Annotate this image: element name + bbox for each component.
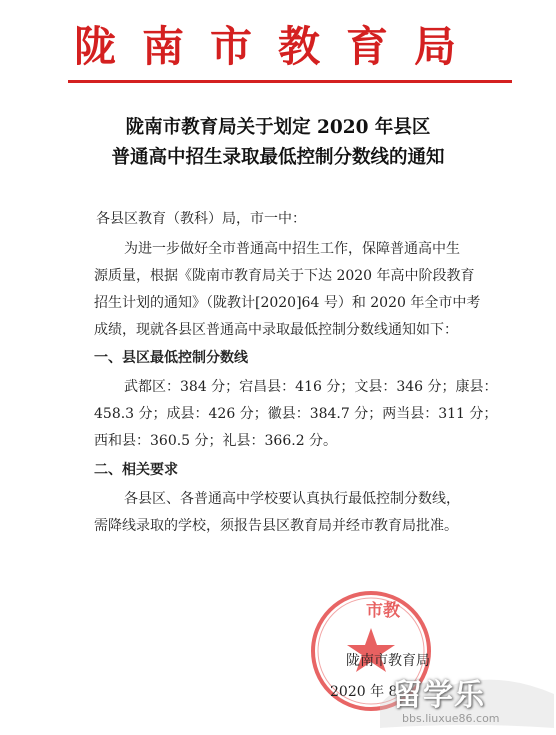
seal-text: 市教 xyxy=(366,601,400,621)
paragraph-1-line: 源质量，根据《陇南市教育局关于下达 2020 年高中阶段教育 xyxy=(94,268,475,284)
letterhead-divider xyxy=(68,80,512,83)
watermark-text: 留学乐 xyxy=(392,678,485,713)
document-title-line-1: 陇南市教育局关于划定 2020 年县区 xyxy=(125,117,431,138)
section-2-heading: 二、相关要求 xyxy=(94,462,178,478)
section-1-heading: 一、县区最低控制分数线 xyxy=(94,350,248,366)
watermark-url: bbs.liuxue86.com xyxy=(402,712,500,725)
signature-organization: 陇南市教育局 xyxy=(346,653,430,669)
scores-line: 武都区：384 分；宕昌县：416 分；文县：346 分；康县： xyxy=(124,379,498,395)
scores-line: 西和县：360.5 分；礼县：366.2 分。 xyxy=(94,433,338,449)
document-title-line-2: 普通高中招生录取最低控制分数线的通知 xyxy=(111,147,445,168)
letterhead-title: 陇南市教育局 xyxy=(73,22,482,71)
signature-date: 2020 年 8 xyxy=(330,684,398,700)
scores-line: 458.3 分；成县：426 分；徽县：384.7 分；两当县：311 分； xyxy=(94,406,498,422)
paragraph-1-line: 招生计划的通知》（陇教计[2020]64 号）和 2020 年全市中考 xyxy=(94,295,481,311)
paragraph-2-line: 需降线录取的学校，须报告县区教育局并经市教育局批准。 xyxy=(94,518,458,534)
paragraph-1-line: 成绩，现就各县区普通高中录取最低控制分数线通知如下： xyxy=(94,322,458,338)
paragraph-1-line: 为进一步做好全市普通高中招生工作，保障普通高中生 xyxy=(124,241,460,257)
paragraph-2-line: 各县区、各普通高中学校要认真执行最低控制分数线， xyxy=(124,491,460,507)
salutation: 各县区教育（教科）局，市一中： xyxy=(96,211,306,227)
